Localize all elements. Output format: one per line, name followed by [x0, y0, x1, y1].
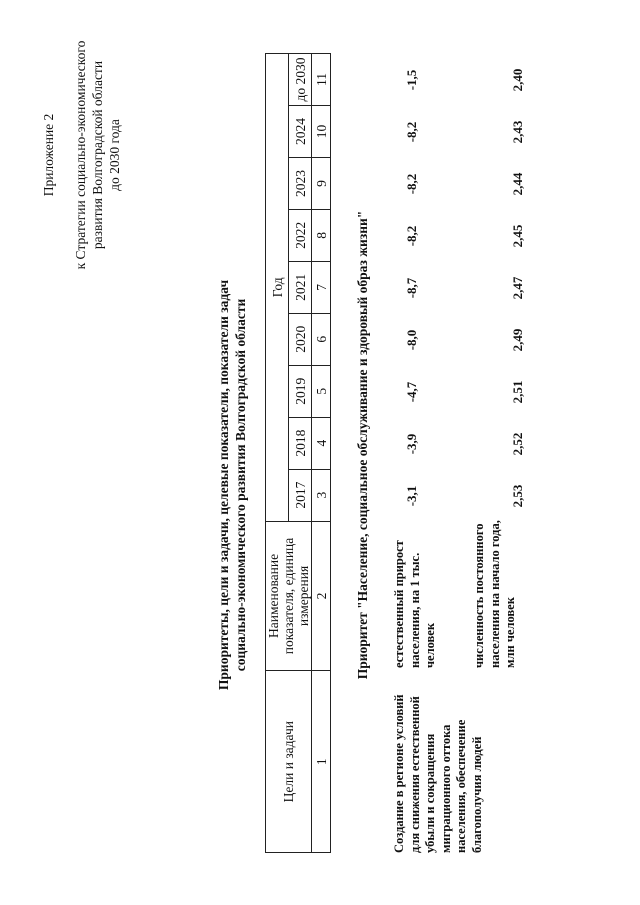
value-cell: 2,40	[510, 68, 525, 92]
title-line: социально-экономического развития Волгоградской области	[233, 298, 248, 672]
indicator-name: численность постоянного населения на начало года, млн человек	[472, 520, 518, 668]
value-cell: 2,44	[510, 172, 525, 196]
value-cell: 2,49	[510, 328, 525, 352]
header-year: 2018	[289, 417, 312, 469]
column-number: 9	[312, 157, 331, 209]
value-cell: -8,2	[404, 225, 419, 247]
value-cell: -1,5	[404, 69, 419, 91]
column-number: 5	[312, 365, 331, 417]
value-cell: 2,45	[510, 224, 525, 248]
value-cell: -8,2	[404, 121, 419, 143]
appendix-line: к Стратегии социально-экономического	[73, 40, 88, 270]
header-year: 2020	[289, 313, 312, 365]
header-indicator: Наименование показателя, единица измерения	[266, 521, 312, 671]
header-year-group: Год	[266, 54, 289, 522]
column-number: 1	[312, 671, 331, 853]
value-cell: -3,1	[404, 485, 419, 507]
title-line: Приоритеты, цели и задачи, целевые показатели, показатели задач	[216, 279, 231, 691]
document-title	[215, 175, 249, 795]
appendix-line: до 2030 года	[107, 119, 122, 191]
value-cell: 2,52	[510, 432, 525, 456]
priority-heading: Приоритет "Население, социальное обслуживание и здоровый образ жизни"	[355, 210, 370, 680]
value-cell: 2,53	[510, 484, 525, 508]
appendix-line: развития Волгоградской области	[90, 60, 105, 250]
header-year: до 2030	[289, 54, 312, 106]
column-number: 10	[312, 106, 331, 158]
column-number: 2	[312, 521, 331, 671]
value-cell: 2,51	[510, 380, 525, 404]
column-number: 6	[312, 313, 331, 365]
header-year: 2022	[289, 209, 312, 261]
column-number: 7	[312, 261, 331, 313]
value-cell: 2,43	[510, 120, 525, 144]
header-year: 2024	[289, 106, 312, 158]
value-cell: 2,47	[510, 276, 525, 300]
goal-text: Создание в регионе условий для снижения естественной убыли и сокращения миграционного оттока населения, обеспечение благополучия людей	[392, 694, 484, 853]
appendix-number: Приложение 2	[41, 113, 56, 197]
header-goals: Цели и задачи	[266, 671, 312, 853]
header-year: 2019	[289, 365, 312, 417]
column-number: 4	[312, 417, 331, 469]
column-number: 11	[312, 54, 331, 106]
indicators-table	[265, 53, 331, 853]
column-number: 3	[312, 469, 331, 521]
column-number: 8	[312, 209, 331, 261]
header-year: 2023	[289, 157, 312, 209]
value-cell: -8,2	[404, 173, 419, 195]
value-cell: -3,9	[404, 433, 419, 455]
value-cell: -8,0	[404, 329, 419, 351]
indicator-name: естественный прирост населения, на 1 тыс. человек	[392, 540, 438, 668]
value-cell: -8,7	[404, 277, 419, 299]
header-year: 2021	[289, 261, 312, 313]
value-cell: -4,7	[404, 381, 419, 403]
appendix-note	[40, 25, 123, 285]
header-year: 2017	[289, 469, 312, 521]
